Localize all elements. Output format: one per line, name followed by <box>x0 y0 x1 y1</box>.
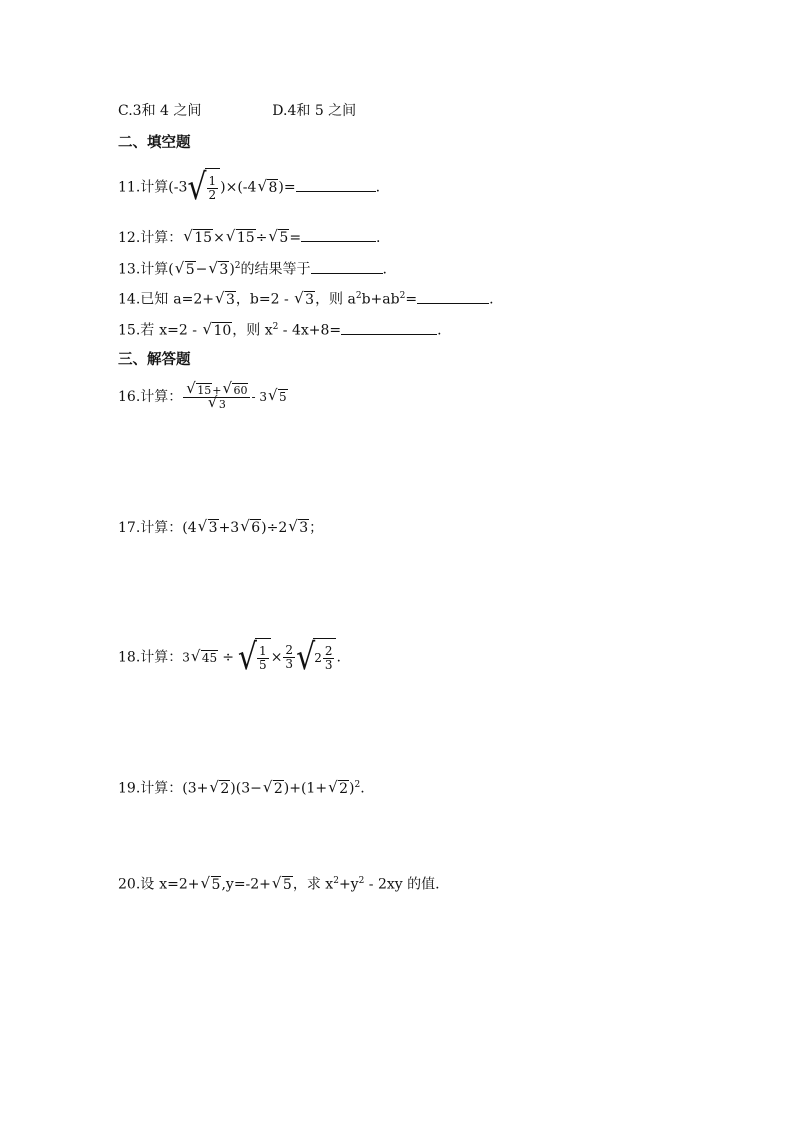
radicand: 8 <box>268 179 278 196</box>
sqrt <box>227 228 256 248</box>
sqrt <box>202 875 222 895</box>
exponent: 2 <box>355 291 362 301</box>
expr-part: )= <box>278 179 296 196</box>
sqrt <box>273 875 293 895</box>
question-20 <box>118 871 440 895</box>
question-11 <box>118 165 381 208</box>
question-number: 14. <box>118 291 141 308</box>
question-number: 16. <box>118 389 141 405</box>
question-13 <box>118 256 387 280</box>
expr-part: (4 <box>182 520 197 536</box>
exponent: 2 <box>333 876 339 886</box>
period: . <box>489 291 494 308</box>
sqrt <box>269 378 288 416</box>
section-answer: 三、解答题 <box>118 352 191 368</box>
question-number: 13. <box>118 261 141 278</box>
operator: × <box>270 649 283 666</box>
sqrt <box>329 779 349 799</box>
sqrt-fraction: √ $\frac{1}{2}$ <box>187 168 220 207</box>
sqrt <box>192 639 218 677</box>
question-number: 18. <box>118 649 141 666</box>
sqrt <box>210 779 230 799</box>
radicand: 10 <box>213 322 232 339</box>
question-label: 计算： <box>140 389 183 405</box>
sqrt <box>269 228 289 248</box>
operator: = <box>405 291 418 308</box>
radicand: 5 <box>279 390 287 404</box>
expr-part: +y <box>338 876 359 893</box>
expr-part: )÷2 <box>261 520 288 536</box>
operator: ÷ <box>255 230 268 246</box>
fraction <box>183 384 250 411</box>
expr-part: b+ab <box>361 291 400 308</box>
radicand: 5 <box>279 230 289 246</box>
frac-den: 3 <box>324 657 333 672</box>
radicand: 2 <box>273 780 283 797</box>
expr-part: )+(1+ <box>283 780 328 797</box>
answer-blank[interactable] <box>311 258 383 274</box>
exponent: 2 <box>272 322 279 332</box>
operator: = <box>289 230 302 246</box>
question-label: 若 <box>140 322 155 339</box>
frac-den: 2 <box>208 187 217 202</box>
question-label: 计算 <box>140 179 169 196</box>
sqrt <box>295 290 315 310</box>
frac-num: 1 <box>259 643 267 658</box>
expr-part: 3 <box>182 650 190 665</box>
radicand: 15 <box>194 230 213 246</box>
expr-part: (3+ <box>182 780 209 797</box>
sqrt <box>289 518 309 538</box>
expr-part: ,y=-2+ <box>221 876 271 893</box>
period: . <box>336 649 341 666</box>
question-label: 设 <box>140 876 155 893</box>
expr-part: ，b=2 - <box>235 291 294 308</box>
radicand: 60 <box>233 383 248 397</box>
period: . <box>375 179 381 196</box>
sqrt <box>203 321 232 341</box>
answer-blank[interactable] <box>417 288 489 304</box>
sqrt <box>184 228 213 248</box>
radicand: 3 <box>225 291 235 308</box>
period: . <box>360 780 365 797</box>
operator: ÷ <box>222 649 234 666</box>
operator: × <box>213 230 225 246</box>
radicand: 15 <box>236 230 255 246</box>
exponent: 2 <box>234 261 241 271</box>
option-d: D.4和 5 之间 <box>272 103 357 119</box>
radicand: 3 <box>305 291 315 308</box>
option-c: C.3和 4 之间 <box>118 103 202 119</box>
period: . <box>382 261 387 278</box>
question-number: 15. <box>118 322 141 339</box>
question-16 <box>118 378 288 416</box>
question-18 <box>118 635 341 678</box>
frac-num: 1 <box>208 173 217 188</box>
sqrt <box>176 260 196 280</box>
question-number: 20. <box>118 876 141 893</box>
sqrt <box>223 384 248 397</box>
expr-part: - 4x+8= <box>278 322 342 339</box>
sqrt-mixed-number: √ 2 $\frac{2}{3}$ <box>296 638 336 677</box>
expr-part: - 2xy 的值. <box>364 876 440 893</box>
sqrt <box>209 398 227 411</box>
sqrt <box>216 290 236 310</box>
frac-den: 5 <box>259 657 267 672</box>
exponent: 2 <box>358 876 365 886</box>
period: . <box>376 230 381 246</box>
fraction <box>283 644 295 671</box>
expr-part: x=2 - <box>159 322 202 339</box>
frac-num: 2 <box>285 643 294 657</box>
answer-blank[interactable] <box>341 319 437 335</box>
sqrt <box>199 518 219 538</box>
sqrt <box>241 518 261 538</box>
period: . <box>437 322 442 339</box>
radicand: 3 <box>208 520 218 536</box>
sqrt-fraction: √ $\frac{1}{5}$ <box>238 638 271 677</box>
radicand: 3 <box>218 397 226 411</box>
expr-part: a=2+ <box>173 291 214 308</box>
radicand: 5 <box>282 876 292 893</box>
expr-part: +3 <box>218 520 240 536</box>
expr-part: - 3 <box>251 390 267 404</box>
radicand: 45 <box>201 650 218 665</box>
expr-part: ) <box>349 780 355 797</box>
exponent: 2 <box>354 780 361 790</box>
radicand: 6 <box>251 520 261 536</box>
question-label: 计算： <box>140 780 183 797</box>
sqrt <box>209 260 229 280</box>
expr-part: ，则 a <box>315 291 356 308</box>
expr-part: ( <box>168 261 174 278</box>
expr-part: )(3− <box>230 780 262 797</box>
section-fill-blank: 二、填空题 <box>118 135 191 151</box>
question-15 <box>118 317 442 341</box>
question-number: 11. <box>118 179 141 196</box>
question-text: 的结果等于 <box>240 261 311 278</box>
radicand: 15 <box>197 383 212 397</box>
question-label: 计算： <box>140 520 183 536</box>
question-number: 17. <box>118 520 141 536</box>
radicand: 2 <box>220 780 230 797</box>
question-14 <box>118 286 494 310</box>
radicand: 2 <box>339 780 348 797</box>
operator: − <box>195 261 208 278</box>
expr-part: x=2+ <box>159 876 200 893</box>
exponent: 2 <box>399 291 406 301</box>
question-12 <box>118 226 381 248</box>
question-label: 计算： <box>140 230 183 246</box>
whole-part: 2 <box>314 651 322 665</box>
expr-part: )×(-4 <box>220 179 257 196</box>
question-number: 12. <box>118 230 141 246</box>
frac-den: 3 <box>285 657 294 671</box>
question-label: 已知 <box>140 291 169 308</box>
radicand: 5 <box>185 261 195 278</box>
frac-num: 2 <box>324 643 333 658</box>
sqrt <box>258 169 278 207</box>
question-label: 计算： <box>140 649 183 666</box>
options-row <box>118 101 356 121</box>
expr-part: ，则 x <box>232 322 273 339</box>
answer-blank[interactable] <box>301 226 376 242</box>
operator: + <box>212 383 222 397</box>
radicand: 3 <box>299 520 309 536</box>
sqrt <box>264 779 284 799</box>
radicand: 3 <box>219 261 229 278</box>
question-number: 19. <box>118 780 141 797</box>
punctuation: ； <box>309 520 324 536</box>
radicand: 5 <box>211 876 221 893</box>
expr-part: (-3 <box>168 179 188 196</box>
question-19 <box>118 775 365 799</box>
question-17 <box>118 518 323 538</box>
expr-part: ) <box>229 261 235 278</box>
expr-part: ，求 x <box>292 876 334 893</box>
question-label: 计算 <box>140 261 169 278</box>
answer-blank[interactable] <box>296 176 376 192</box>
